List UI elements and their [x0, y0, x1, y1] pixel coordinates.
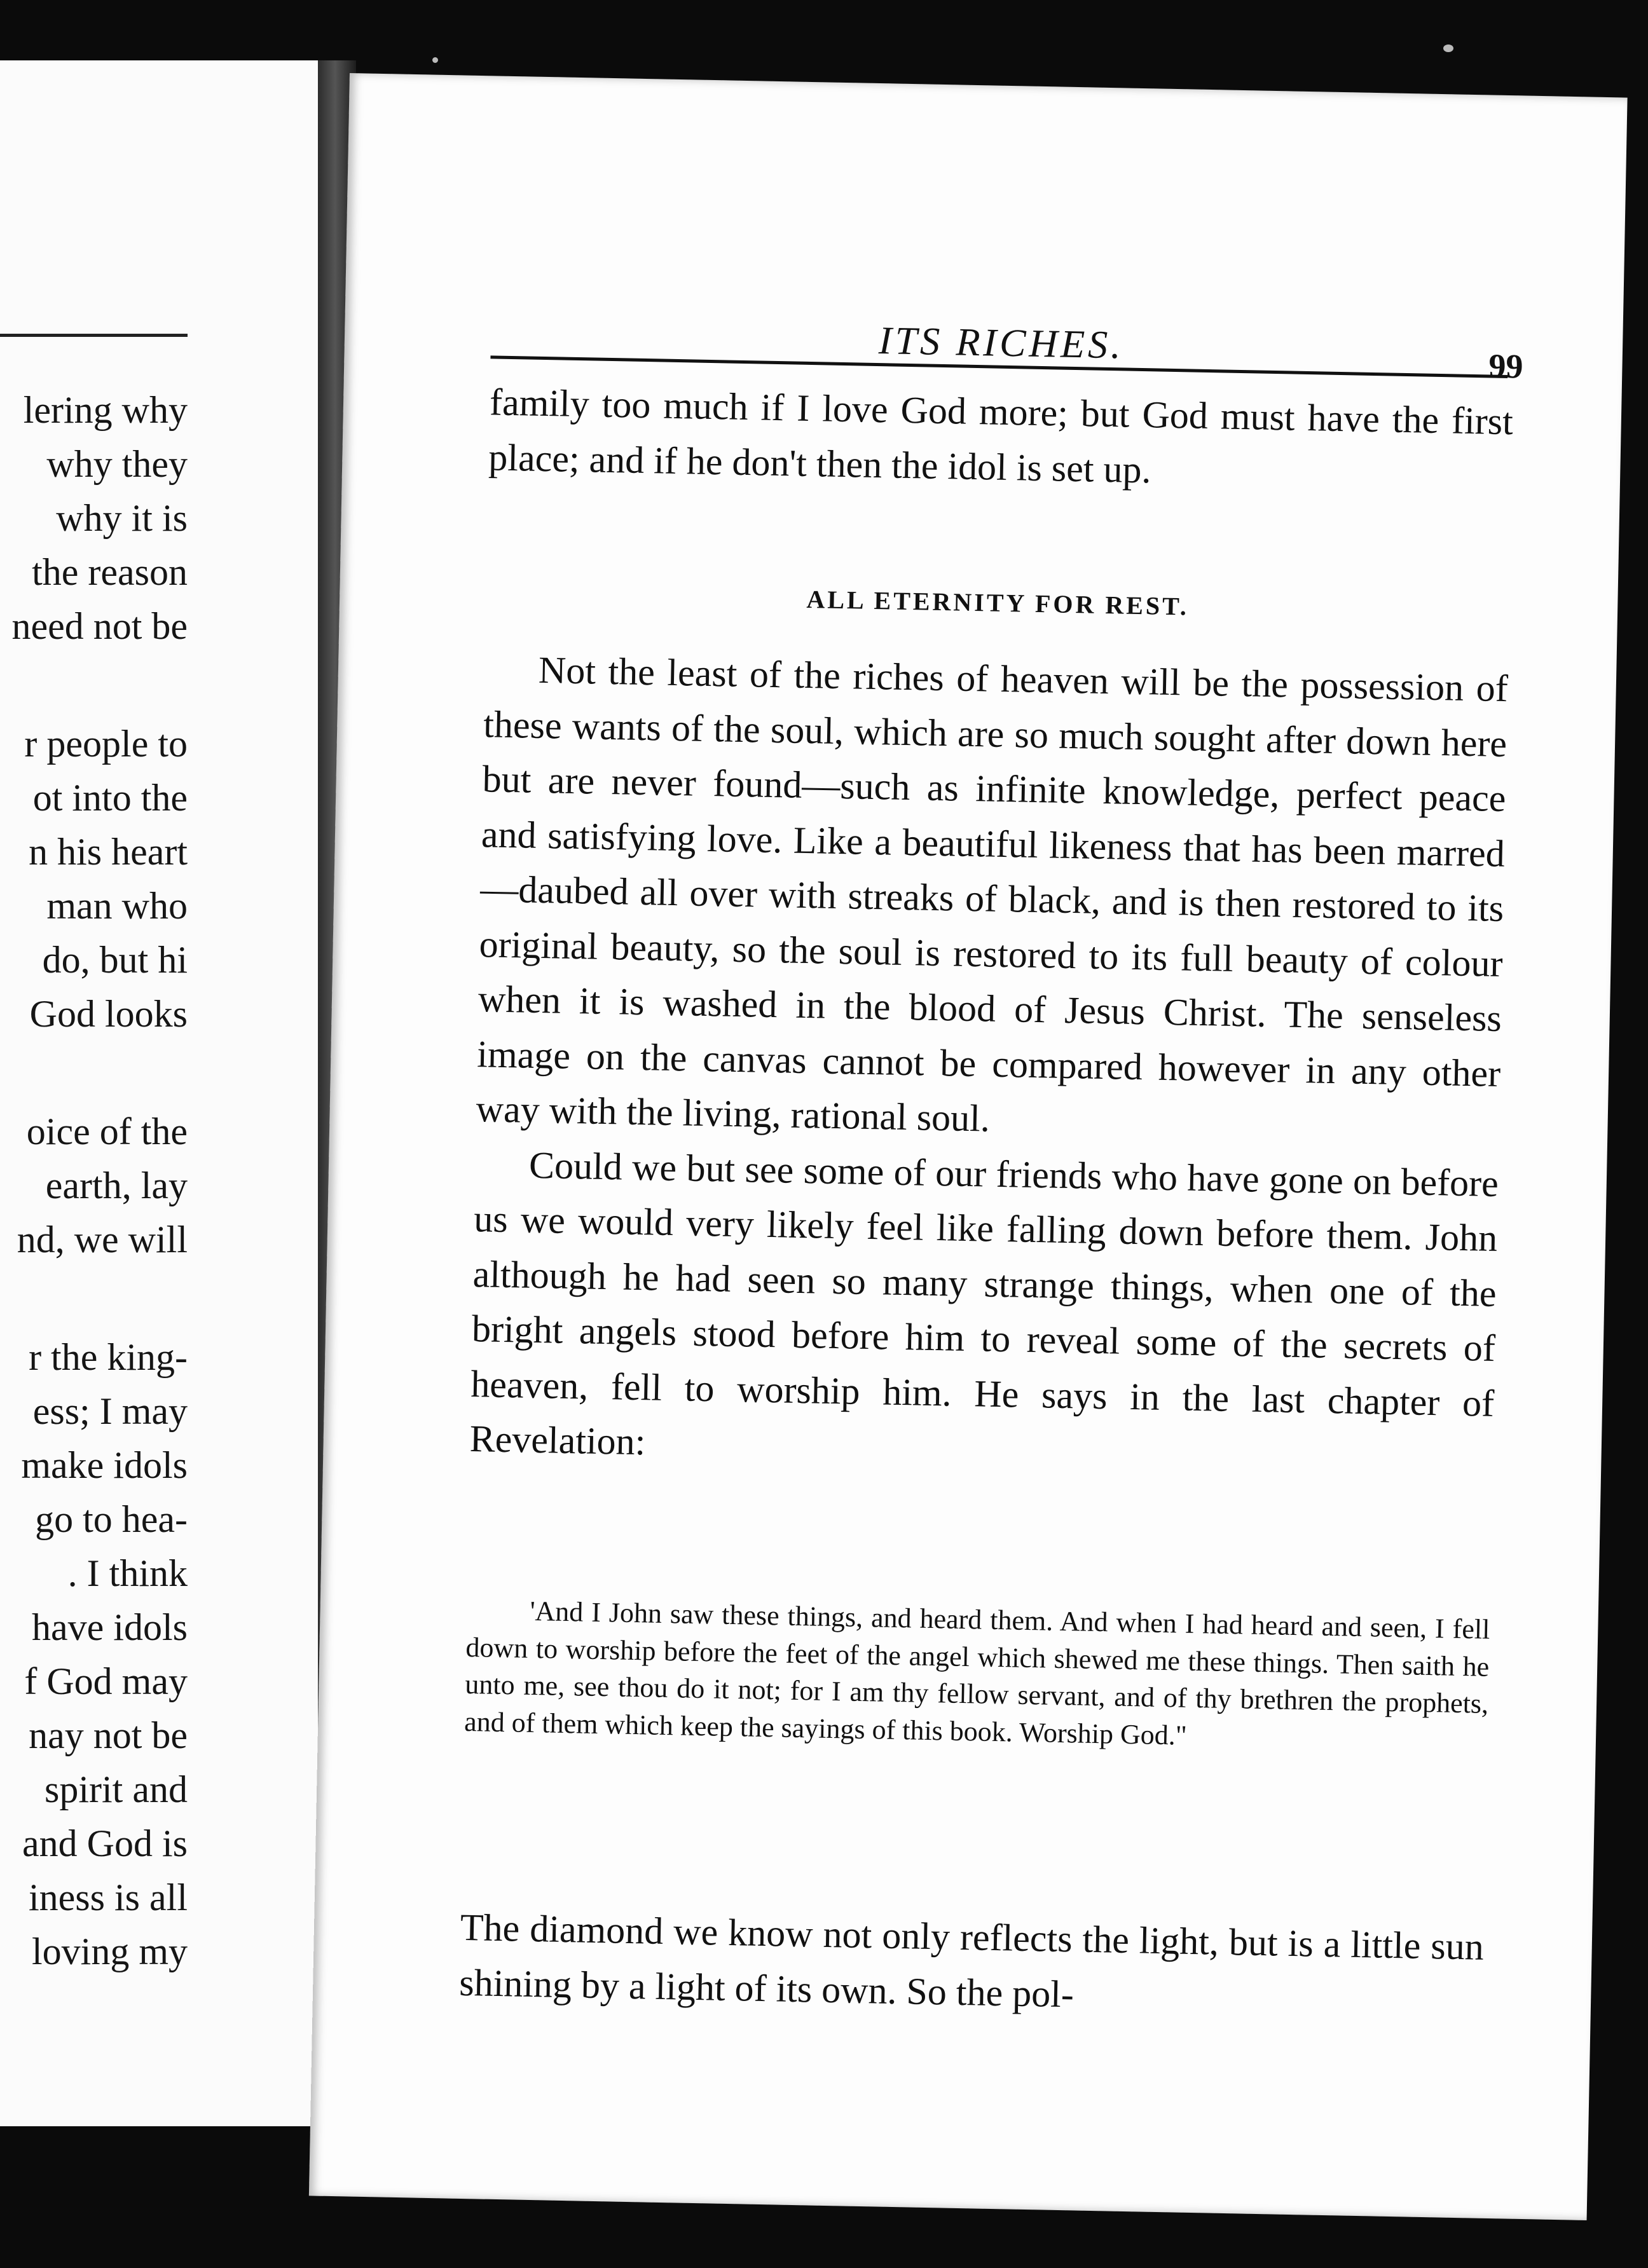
left-page-line: oice of the: [26, 1110, 188, 1152]
section-heading: ALL ETERNITY FOR REST.: [806, 584, 1190, 621]
previous-page-fragment: [0, 60, 318, 2126]
paragraph-friends: Could we but see some of our friends who have gone on before us we would very likely feel like falling down before them. John although he had seen so many strange things, when one of the bright angels stood before him to reveal some of the secrets of heaven, fell to worship him. He says in the last chapter of Revelation:: [469, 1144, 1499, 1463]
left-page-head-rule: [0, 334, 188, 337]
left-page-line: why they: [46, 443, 188, 485]
left-page-line: r people to: [24, 723, 188, 765]
scripture-quotation: [464, 1592, 1490, 1760]
left-page-line: ess; I may: [32, 1390, 188, 1432]
left-page-line: why it is: [56, 497, 188, 539]
section-body: [469, 641, 1509, 1486]
left-page-line: . I think: [67, 1552, 188, 1594]
scan-speck: [1443, 44, 1453, 52]
left-page-line: loving my: [31, 1930, 188, 1972]
continued-paragraph-text: family too much if I love God more; but God must have the first place; and if he don't then the idol is set up.: [488, 381, 1514, 491]
left-page-line: and God is: [22, 1822, 188, 1864]
left-page-line: God looks: [29, 993, 188, 1035]
scan-speck: [432, 57, 438, 63]
paragraph-diamond: The diamond we know not only reflects the light, but is a little sun shining by a light of its own. So the pol-: [458, 1906, 1485, 2015]
left-page-line: make idols: [21, 1444, 188, 1486]
left-page-line: f God may: [24, 1660, 188, 1702]
running-head-title: ITS RICHES.: [878, 319, 1125, 367]
page-number: 99: [1488, 346, 1524, 386]
current-page: [309, 73, 1628, 2220]
left-page-line: man who: [46, 885, 188, 927]
left-page-line: iness is all: [29, 1876, 188, 1918]
diamond-paragraph: [459, 1900, 1485, 2030]
left-page-line: earth, lay: [45, 1165, 188, 1206]
quotation-text: 'And I John saw these things, and heard them. And when I had heard and seen, I fell down to worship before the feet of the angel which shewed me these things. Then saith he unto me, see thou do it not; for I am thy fellow servant, and of thy brethren the prophets, and of them which keep the sayings of this book. Worship God.": [464, 1595, 1490, 1751]
left-page-line: do, but hi: [42, 939, 188, 981]
left-page-line: n his heart: [29, 831, 188, 873]
left-page-line: nd, we will: [17, 1219, 188, 1260]
left-page-line: have idols: [32, 1606, 188, 1648]
paragraph-eternity: Not the least of the riches of heaven will be the possession of these wants of the soul, which are so much sought after down here but are never found—such as infinite knowledge, perfect peace and satisfying love. Like a beautiful likeness that has been marred—daubed all over with streaks of black, and is then restored to its original beauty, so the soul is restored to its full beauty of colour when it is washed in the blood of Jesus Christ. The senseless image on the canvas cannot be compared however in any other way with the living, rational soul.: [476, 648, 1509, 1140]
left-page-line: ot into the: [32, 777, 188, 819]
left-page-line: need not be: [11, 605, 188, 647]
left-page-line: spirit and: [45, 1768, 188, 1810]
left-page-line: nay not be: [29, 1714, 188, 1756]
left-page-line: the reason: [32, 551, 188, 593]
left-page-line: lering why: [23, 389, 188, 431]
left-page-line: r the king-: [29, 1336, 188, 1378]
continued-paragraph: [488, 374, 1514, 504]
left-page-line: go to hea-: [35, 1498, 188, 1540]
